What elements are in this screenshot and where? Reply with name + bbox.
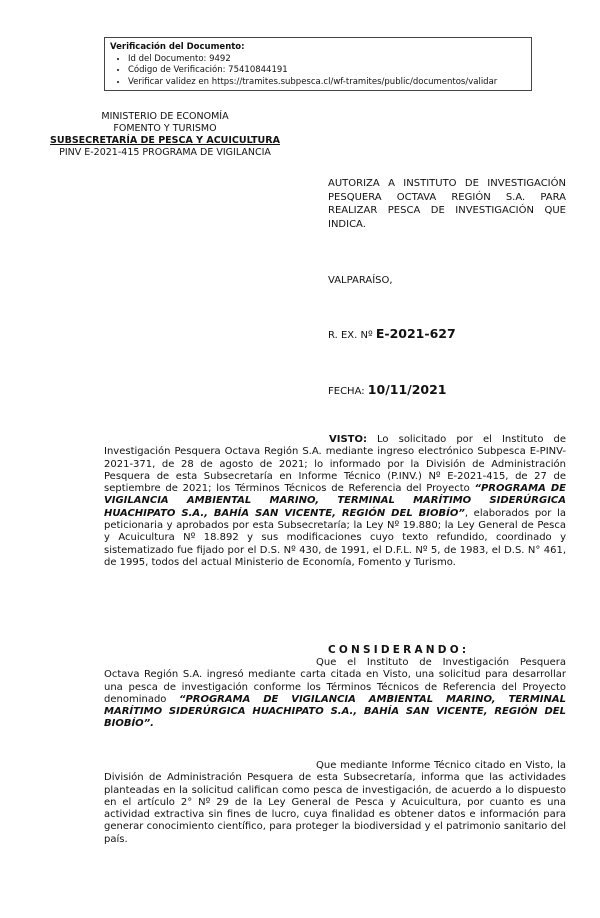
undersecretariat-line: SUBSECRETARÍA DE PESCA Y ACUICULTURA: [50, 135, 280, 146]
considerando-paragraph-1: [104, 657, 566, 731]
considerando-paragraph-2: [104, 760, 566, 846]
document-date: [328, 382, 447, 397]
verification-item-url[interactable]: • Verificar validez en https://tramites.subpesca.cl/wf-tramites/public/documentos/validar: [128, 77, 527, 89]
visto-lead: VISTO:: [329, 434, 367, 445]
considerando-heading: CONSIDERANDO:: [328, 644, 470, 656]
place: VALPARAÍSO,: [328, 275, 393, 286]
considerando-2-text: Que mediante Informe Técnico citado en Visto, la División de Administración Pesquera de esta Subsecretaría, informa que las actividades planteadas en la solicitud califican como pesca de investigación, de acuerdo a lo dispuesto en el artículo 2° Nº 29 de la Ley General de Pesca y Acuicultura, por cuanto es una actividad extractiva sin fines de lucro, cuya finalidad es obtener datos e información para generar conocimiento científico, para proteger la biodiversidad y el patrimonio sanitario del país.: [104, 760, 566, 845]
verification-item-code: • Código de Verificación: 75410844191: [128, 65, 527, 77]
ministry-line-2: FOMENTO Y TURISMO: [113, 123, 217, 134]
visto-project-title: “PROGRAMA DE VIGILANCIA AMBIENTAL MARINO, TERMINAL MARÍTIMO SIDERÚRGICA HUACHIPATO S.A., BAHÍA SAN VICENTE, REGIÓN DEL BIOBÍO”: [104, 483, 567, 519]
ministry-line: MINISTERIO DE ECONOMÍA: [101, 111, 229, 122]
document-subject: AUTORIZA A INSTITUTO DE INVESTIGACIÓN PESQUERA OCTAVA REGIÓN S.A. PARA REALIZAR PESCA DE INVESTIGACIÓN QUE INDICA.: [328, 178, 566, 230]
resolution-label: R. EX. Nº: [328, 330, 373, 341]
verification-box: [104, 37, 532, 91]
considerando-1-text: Que el Instituto de Investigación Pesquera Octava Región S.A. ingresó mediante carta citada en Visto, una solicitud para desarrollar una pesca de investigación conforme los Términos Técnicos de Referencia del Proyecto denominado: [104, 657, 566, 705]
file-reference: PINV E-2021-415 PROGRAMA DE VIGILANCIA: [59, 147, 271, 158]
verification-title: Verificación del Documento:: [110, 42, 245, 52]
resolution-value: E-2021-627: [375, 326, 456, 341]
verification-list: [110, 54, 527, 89]
visto-paragraph: [104, 434, 566, 569]
resolution-number: [328, 326, 456, 341]
visto-text-2: , elaborados por la peticionaria y aprobados por esta Subsecretaría; la Ley Nº 19.880; la Ley General de Pesca y Acuicultura Nº 18.892 y sus modificaciones cuyo texto refundido, coordinado y sistematizado fue fijado por el D.S. Nº 430, de 1991, el D.F.L. Nº 5, de 1983, el D.S. N° 461, de 1995, todos del actual Ministerio de Economía, Fomento y Turismo.: [104, 507, 566, 568]
issuing-organization: [30, 111, 300, 159]
considerando-1-project-title: “PROGRAMA DE VIGILANCIA AMBIENTAL MARINO, TERMINAL MARÍTIMO SIDERÚRGICA HUACHIPATO S.A., BAHÍA SAN VICENTE, REGIÓN DEL BIOBÍO”.: [104, 693, 566, 730]
visto-text-1: Lo solicitado por el Instituto de Investigación Pesquera Octava Región S.A. mediante ingreso electrónico Subpesca E-PINV-2021-371, de 28 de agosto de 2021; lo informado por la División de Administración Pesquera de esta Subsecretaría en Informe Técnico (P.INV.) Nº E-2021-415, de 27 de septiembre de 2021; los Términos Técnicos de Referencia del Proyecto: [104, 434, 566, 495]
verification-item-id: • Id del Documento: 9492: [128, 54, 527, 66]
date-value: 10/11/2021: [367, 382, 447, 397]
date-label: FECHA:: [328, 386, 365, 397]
